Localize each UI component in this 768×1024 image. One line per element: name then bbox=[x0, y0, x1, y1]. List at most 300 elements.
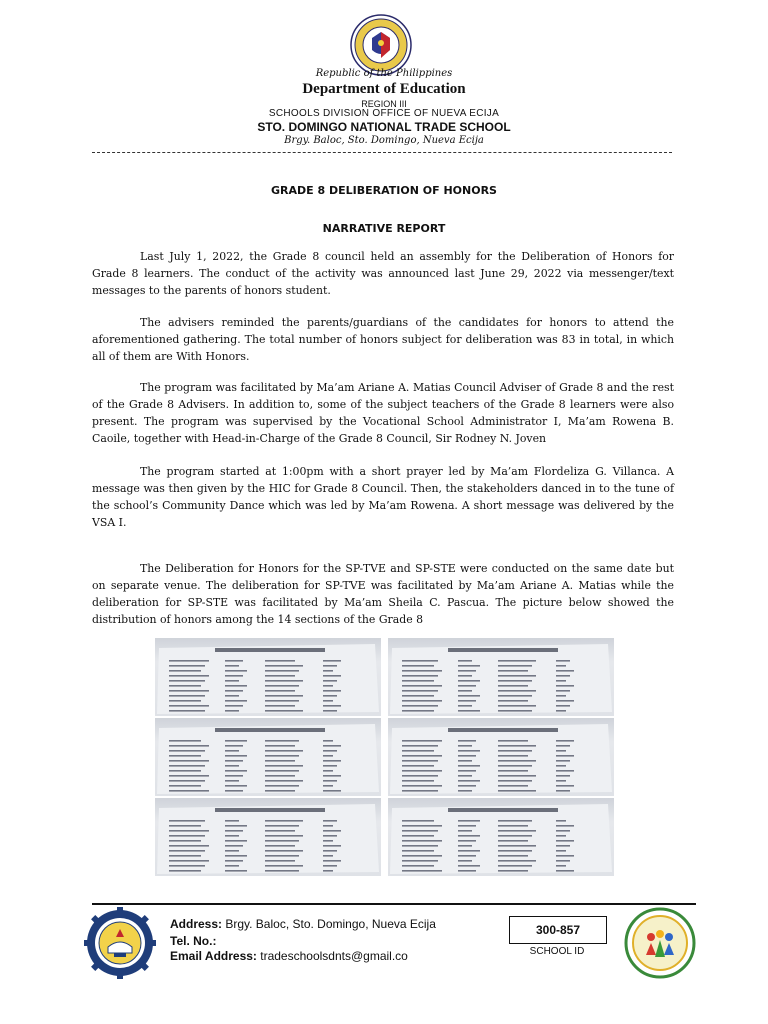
paper-text-line bbox=[169, 680, 205, 682]
paper-text-line bbox=[323, 790, 341, 792]
paper-text-line bbox=[556, 780, 566, 782]
photo-texture bbox=[388, 638, 614, 716]
paper-text-line bbox=[225, 845, 243, 847]
paper-text-line bbox=[265, 745, 295, 747]
paper-text-line bbox=[556, 825, 574, 827]
paper-text-line bbox=[265, 850, 303, 852]
paper-text-line bbox=[169, 785, 201, 787]
paper-text-line bbox=[225, 760, 243, 762]
paper-text-line bbox=[169, 750, 205, 752]
paper-text-line bbox=[402, 775, 438, 777]
photo-texture bbox=[388, 718, 614, 796]
paper-text-line bbox=[323, 765, 337, 767]
paper-text-line bbox=[169, 830, 209, 832]
paper-text-line bbox=[169, 710, 205, 712]
paper-heading bbox=[448, 728, 558, 732]
paper-text-line bbox=[323, 770, 333, 772]
paper-text-line bbox=[169, 860, 209, 862]
paper-text-line bbox=[498, 770, 528, 772]
paper-text-line bbox=[323, 850, 337, 852]
paper-text-line bbox=[225, 835, 239, 837]
paper-text-line bbox=[498, 870, 528, 872]
paper-text-line bbox=[225, 855, 247, 857]
paper-text-line bbox=[556, 755, 574, 757]
paper-text-line bbox=[498, 745, 536, 747]
paper-text-line bbox=[402, 660, 438, 662]
paper-text-line bbox=[169, 775, 209, 777]
paper-text-line bbox=[323, 745, 341, 747]
paper-text-line bbox=[169, 760, 209, 762]
region-line: REGION III bbox=[361, 99, 407, 109]
photo-texture bbox=[388, 798, 614, 876]
paper-text-line bbox=[225, 770, 247, 772]
department-name: Department of Education bbox=[302, 81, 466, 97]
paper-text-line bbox=[402, 765, 434, 767]
paper-text-line bbox=[556, 690, 570, 692]
paper-text-line bbox=[556, 675, 570, 677]
paper-heading bbox=[215, 648, 325, 652]
paper-text-line bbox=[458, 675, 472, 677]
paper-text-line bbox=[498, 790, 536, 792]
paper-text-line bbox=[458, 785, 476, 787]
paper-text-line bbox=[402, 850, 434, 852]
school-address: Brgy. Baloc, Sto. Domingo, Nueva Ecija bbox=[284, 135, 484, 146]
paper-text-line bbox=[265, 760, 295, 762]
paper-text-line bbox=[169, 870, 201, 872]
paper-text-line bbox=[265, 860, 295, 862]
paper-text-line bbox=[458, 760, 472, 762]
paper-text-line bbox=[323, 835, 337, 837]
republic-line: Republic of the Philippines bbox=[315, 68, 453, 79]
paper-text-line bbox=[265, 840, 299, 842]
paper-text-line bbox=[225, 780, 239, 782]
paper-text-line bbox=[323, 740, 333, 742]
paper-text-line bbox=[402, 835, 434, 837]
paper-text-line bbox=[556, 740, 574, 742]
child-friendly-school-logo-icon bbox=[624, 907, 696, 979]
paper-text-line bbox=[169, 840, 201, 842]
paper-text-line bbox=[402, 680, 434, 682]
paper-sheet bbox=[390, 644, 612, 714]
paper-text-line bbox=[498, 855, 528, 857]
paper-text-line bbox=[498, 690, 536, 692]
paper-text-line bbox=[458, 830, 472, 832]
paper-text-line bbox=[402, 825, 442, 827]
paper-text-line bbox=[402, 855, 442, 857]
paper-text-line bbox=[556, 845, 570, 847]
paper-text-line bbox=[498, 660, 536, 662]
paper-text-line bbox=[225, 685, 247, 687]
footer-divider bbox=[92, 903, 696, 905]
paper-text-line bbox=[556, 665, 566, 667]
paper-text-line bbox=[265, 765, 303, 767]
paper-text-line bbox=[556, 710, 566, 712]
footer-email: Email Address: tradeschoolsdnts@gmail.co bbox=[170, 949, 408, 963]
paper-text-line bbox=[265, 845, 295, 847]
paper-sheet bbox=[390, 804, 612, 874]
paper-heading bbox=[448, 808, 558, 812]
paper-text-line bbox=[402, 840, 442, 842]
paper-text-line bbox=[458, 770, 476, 772]
paper-text-line bbox=[323, 755, 333, 757]
paper-text-line bbox=[265, 835, 303, 837]
paper-text-line bbox=[402, 695, 434, 697]
paper-text-line bbox=[402, 705, 438, 707]
paragraph: The program was facilitated by Ma’am Ariane A. Matias Council Adviser of Grade 8 and the rest of the Grade 8 Advisers. In addition to, some of the subject teachers of the Grade 8 learners were also present. The program was supervised by the Vocational School Administrator I, Ma’am Rowena B. Caoile, together with Head-in-Charge of the Grade 8 Council, Sir Rodney N. Joven bbox=[92, 381, 674, 445]
paper-text-line bbox=[323, 780, 337, 782]
paper-text-line bbox=[458, 685, 476, 687]
paper-text-line bbox=[225, 700, 247, 702]
paper-text-line bbox=[458, 850, 480, 852]
division-line: SCHOOLS DIVISION OFFICE OF NUEVA ECIJA bbox=[268, 108, 500, 119]
document-subtitle: NARRATIVE REPORT bbox=[322, 222, 446, 235]
paper-text-line bbox=[323, 775, 341, 777]
paper-text-line bbox=[265, 685, 299, 687]
honors-list-photo bbox=[388, 798, 614, 876]
letterhead-divider bbox=[92, 152, 672, 153]
paper-text-line bbox=[169, 790, 209, 792]
paper-text-line bbox=[402, 770, 442, 772]
paper-text-line bbox=[323, 685, 333, 687]
paper-text-line bbox=[556, 835, 566, 837]
paper-text-line bbox=[265, 870, 299, 872]
paper-text-line bbox=[556, 685, 574, 687]
paper-text-line bbox=[225, 825, 247, 827]
paper-text-line bbox=[265, 755, 299, 757]
paper-text-line bbox=[169, 835, 205, 837]
paper-text-line bbox=[402, 670, 442, 672]
paper-text-line bbox=[225, 830, 243, 832]
paper-text-line bbox=[265, 680, 303, 682]
paper-text-line bbox=[169, 705, 209, 707]
paper-text-line bbox=[169, 845, 209, 847]
paper-text-line bbox=[556, 695, 566, 697]
paper-heading bbox=[215, 728, 325, 732]
honors-list-photo bbox=[155, 718, 381, 796]
paper-text-line bbox=[498, 845, 536, 847]
deped-seal-icon bbox=[350, 14, 412, 76]
paper-text-line bbox=[402, 860, 438, 862]
paper-heading bbox=[448, 648, 558, 652]
paper-text-line bbox=[458, 790, 472, 792]
paragraph: Last July 1, 2022, the Grade 8 council held an assembly for the Deliberation of Honors for Grade 8 learners. The conduct of the activity was announced last June 29, 2022 via messenger/text messages to the parents of honors student. bbox=[92, 250, 674, 297]
footer-tel: Tel. No.: bbox=[170, 934, 217, 948]
paper-text-line bbox=[225, 785, 247, 787]
photo-texture bbox=[155, 638, 381, 716]
paper-text-line bbox=[225, 695, 239, 697]
paper-text-line bbox=[458, 695, 480, 697]
paper-text-line bbox=[402, 740, 442, 742]
paper-text-line bbox=[556, 750, 566, 752]
paper-text-line bbox=[169, 780, 205, 782]
paper-text-line bbox=[323, 865, 337, 867]
paper-text-line bbox=[498, 840, 528, 842]
paper-text-line bbox=[402, 790, 438, 792]
paper-text-line bbox=[265, 775, 295, 777]
paper-text-line bbox=[498, 705, 536, 707]
paper-text-line bbox=[556, 820, 566, 822]
paper-text-line bbox=[265, 770, 299, 772]
paper-text-line bbox=[323, 845, 341, 847]
paper-text-line bbox=[458, 870, 476, 872]
paper-text-line bbox=[265, 695, 303, 697]
paper-text-line bbox=[323, 705, 341, 707]
honors-list-photo bbox=[155, 798, 381, 876]
paper-text-line bbox=[225, 670, 247, 672]
paper-text-line bbox=[169, 755, 201, 757]
paper-text-line bbox=[458, 845, 472, 847]
paper-text-line bbox=[265, 690, 295, 692]
paper-text-line bbox=[402, 710, 434, 712]
paper-text-line bbox=[265, 780, 303, 782]
paper-text-line bbox=[556, 855, 574, 857]
paper-text-line bbox=[323, 750, 337, 752]
paper-text-line bbox=[323, 680, 337, 682]
paper-text-line bbox=[498, 675, 536, 677]
paper-text-line bbox=[498, 850, 532, 852]
paper-text-line bbox=[169, 675, 209, 677]
paper-text-line bbox=[225, 750, 239, 752]
paper-text-line bbox=[169, 700, 201, 702]
paper-text-line bbox=[556, 670, 574, 672]
paper-text-line bbox=[323, 670, 333, 672]
paper-text-line bbox=[265, 660, 295, 662]
paper-text-line bbox=[169, 660, 209, 662]
paper-text-line bbox=[402, 675, 438, 677]
paper-text-line bbox=[402, 845, 438, 847]
paper-text-line bbox=[169, 740, 201, 742]
paper-text-line bbox=[169, 690, 209, 692]
paper-text-line bbox=[265, 670, 299, 672]
paper-text-line bbox=[225, 690, 243, 692]
paper-text-line bbox=[458, 865, 480, 867]
footer-address: Address: Brgy. Baloc, Sto. Domingo, Nueva Ecija bbox=[170, 917, 436, 931]
paper-text-line bbox=[225, 745, 243, 747]
paper-text-line bbox=[225, 870, 247, 872]
paper-text-line bbox=[323, 665, 337, 667]
paper-text-line bbox=[458, 780, 480, 782]
paper-text-line bbox=[402, 830, 438, 832]
paper-text-line bbox=[225, 820, 239, 822]
paper-text-line bbox=[169, 765, 205, 767]
paper-text-line bbox=[225, 765, 239, 767]
paper-text-line bbox=[225, 790, 243, 792]
paper-text-line bbox=[169, 865, 205, 867]
paper-text-line bbox=[323, 825, 333, 827]
paper-text-line bbox=[458, 705, 472, 707]
paper-text-line bbox=[323, 840, 333, 842]
paper-text-line bbox=[225, 665, 239, 667]
paper-sheet bbox=[157, 644, 379, 714]
paper-text-line bbox=[323, 870, 333, 872]
paper-text-line bbox=[458, 775, 472, 777]
paper-text-line bbox=[265, 740, 299, 742]
paragraph: The program started at 1:00pm with a short prayer led by Ma’am Flordeliza G. Villanca. A message was then given by the HIC for Grade 8 Council. Then, the stakeholders danced in to the tune of the school’s Community Dance which was led by Ma’am Rowena. A short message was delivered by the VSA I. bbox=[92, 465, 674, 529]
paper-text-line bbox=[498, 830, 536, 832]
paper-text-line bbox=[265, 865, 303, 867]
paper-text-line bbox=[169, 665, 205, 667]
photo-texture bbox=[155, 718, 381, 796]
paper-text-line bbox=[402, 700, 442, 702]
paper-text-line bbox=[323, 860, 341, 862]
honors-photo-grid bbox=[155, 638, 614, 878]
paper-text-line bbox=[402, 685, 442, 687]
school-name: STO. DOMINGO NATIONAL TRADE SCHOOL bbox=[257, 120, 511, 134]
document-title: GRADE 8 DELIBERATION OF HONORS bbox=[271, 184, 497, 197]
paper-text-line bbox=[556, 865, 566, 867]
paper-text-line bbox=[225, 680, 239, 682]
paper-heading bbox=[215, 808, 325, 812]
paper-text-line bbox=[458, 670, 476, 672]
paper-text-line bbox=[402, 690, 438, 692]
paper-text-line bbox=[458, 765, 480, 767]
paper-text-line bbox=[225, 850, 239, 852]
paper-text-line bbox=[169, 670, 201, 672]
paper-text-line bbox=[323, 820, 337, 822]
paper-text-line bbox=[556, 850, 566, 852]
paper-text-line bbox=[498, 670, 528, 672]
school-id-label: SCHOOL ID bbox=[529, 946, 585, 957]
paper-sheet bbox=[390, 724, 612, 794]
paper-text-line bbox=[225, 710, 239, 712]
photo-texture bbox=[155, 798, 381, 876]
paper-text-line bbox=[498, 750, 532, 752]
paper-text-line bbox=[556, 745, 570, 747]
honors-list-photo bbox=[388, 718, 614, 796]
paper-text-line bbox=[556, 770, 574, 772]
paper-text-line bbox=[265, 830, 295, 832]
paper-text-line bbox=[323, 690, 341, 692]
paper-text-line bbox=[498, 780, 532, 782]
paper-text-line bbox=[458, 750, 480, 752]
paper-text-line bbox=[556, 660, 570, 662]
paper-text-line bbox=[556, 775, 570, 777]
paper-text-line bbox=[498, 665, 532, 667]
paper-text-line bbox=[458, 755, 476, 757]
paper-sheet bbox=[157, 724, 379, 794]
paragraph: The advisers reminded the parents/guardians of the candidates for honors to attend the aforementioned gathering. The total number of honors subject for deliberation was 83 in total, in which all of them are With Honors. bbox=[92, 316, 674, 363]
paper-text-line bbox=[556, 830, 570, 832]
paper-text-line bbox=[498, 680, 532, 682]
paper-text-line bbox=[265, 785, 299, 787]
paper-text-line bbox=[323, 830, 341, 832]
paper-text-line bbox=[225, 755, 247, 757]
paper-text-line bbox=[402, 785, 442, 787]
paper-text-line bbox=[402, 760, 438, 762]
paper-text-line bbox=[323, 675, 341, 677]
paper-text-line bbox=[225, 675, 243, 677]
paper-text-line bbox=[402, 750, 434, 752]
paper-text-line bbox=[556, 840, 574, 842]
paper-text-line bbox=[323, 760, 341, 762]
paper-text-line bbox=[169, 695, 205, 697]
paper-text-line bbox=[402, 780, 434, 782]
paper-text-line bbox=[225, 660, 243, 662]
paper-text-line bbox=[225, 840, 247, 842]
paper-text-line bbox=[556, 705, 570, 707]
paper-text-line bbox=[458, 700, 476, 702]
paper-text-line bbox=[225, 705, 243, 707]
paper-text-line bbox=[402, 820, 434, 822]
paper-text-line bbox=[458, 660, 472, 662]
paper-text-line bbox=[498, 695, 532, 697]
paper-text-line bbox=[265, 675, 295, 677]
paper-text-line bbox=[498, 700, 528, 702]
paper-text-line bbox=[498, 765, 532, 767]
paper-text-line bbox=[265, 855, 299, 857]
paper-text-line bbox=[265, 700, 299, 702]
paper-text-line bbox=[169, 850, 205, 852]
paper-text-line bbox=[402, 755, 442, 757]
honors-list-photo bbox=[388, 638, 614, 716]
paper-text-line bbox=[498, 825, 528, 827]
paper-text-line bbox=[458, 825, 476, 827]
paper-text-line bbox=[225, 775, 243, 777]
paper-text-line bbox=[498, 740, 528, 742]
paper-text-line bbox=[498, 685, 528, 687]
paper-text-line bbox=[169, 770, 201, 772]
paper-text-line bbox=[556, 870, 574, 872]
paper-sheet bbox=[157, 804, 379, 874]
paper-text-line bbox=[498, 710, 532, 712]
honors-list-photo bbox=[155, 638, 381, 716]
paper-text-line bbox=[265, 825, 299, 827]
paper-text-line bbox=[458, 680, 480, 682]
paper-text-line bbox=[402, 665, 434, 667]
paper-text-line bbox=[458, 840, 476, 842]
paper-text-line bbox=[458, 835, 480, 837]
paper-text-line bbox=[169, 685, 201, 687]
paper-text-line bbox=[498, 760, 536, 762]
paper-text-line bbox=[556, 790, 570, 792]
paper-text-line bbox=[323, 700, 333, 702]
paper-text-line bbox=[498, 865, 532, 867]
school-id-value: 300-857 bbox=[509, 916, 607, 944]
paper-text-line bbox=[225, 860, 243, 862]
paper-text-line bbox=[402, 865, 434, 867]
paper-text-line bbox=[265, 710, 303, 712]
paper-text-line bbox=[556, 860, 570, 862]
paper-text-line bbox=[498, 860, 536, 862]
paper-text-line bbox=[225, 865, 239, 867]
paper-text-line bbox=[169, 825, 201, 827]
paper-text-line bbox=[323, 785, 333, 787]
paper-text-line bbox=[458, 665, 480, 667]
paper-text-line bbox=[265, 750, 303, 752]
paper-text-line bbox=[323, 710, 337, 712]
paper-text-line bbox=[556, 700, 574, 702]
paper-text-line bbox=[323, 660, 341, 662]
paper-text-line bbox=[498, 785, 528, 787]
paper-text-line bbox=[225, 740, 247, 742]
paper-text-line bbox=[169, 745, 209, 747]
paper-text-line bbox=[265, 665, 303, 667]
paper-text-line bbox=[323, 855, 333, 857]
paper-text-line bbox=[458, 860, 472, 862]
paper-text-line bbox=[556, 760, 570, 762]
paper-text-line bbox=[323, 695, 337, 697]
trade-school-logo-icon bbox=[84, 907, 156, 979]
paper-text-line bbox=[458, 740, 476, 742]
paper-text-line bbox=[265, 790, 295, 792]
paper-text-line bbox=[458, 855, 476, 857]
paper-text-line bbox=[169, 855, 201, 857]
paper-text-line bbox=[498, 755, 528, 757]
paper-text-line bbox=[556, 680, 566, 682]
paper-text-line bbox=[402, 745, 438, 747]
paper-text-line bbox=[556, 785, 574, 787]
paper-text-line bbox=[458, 820, 480, 822]
